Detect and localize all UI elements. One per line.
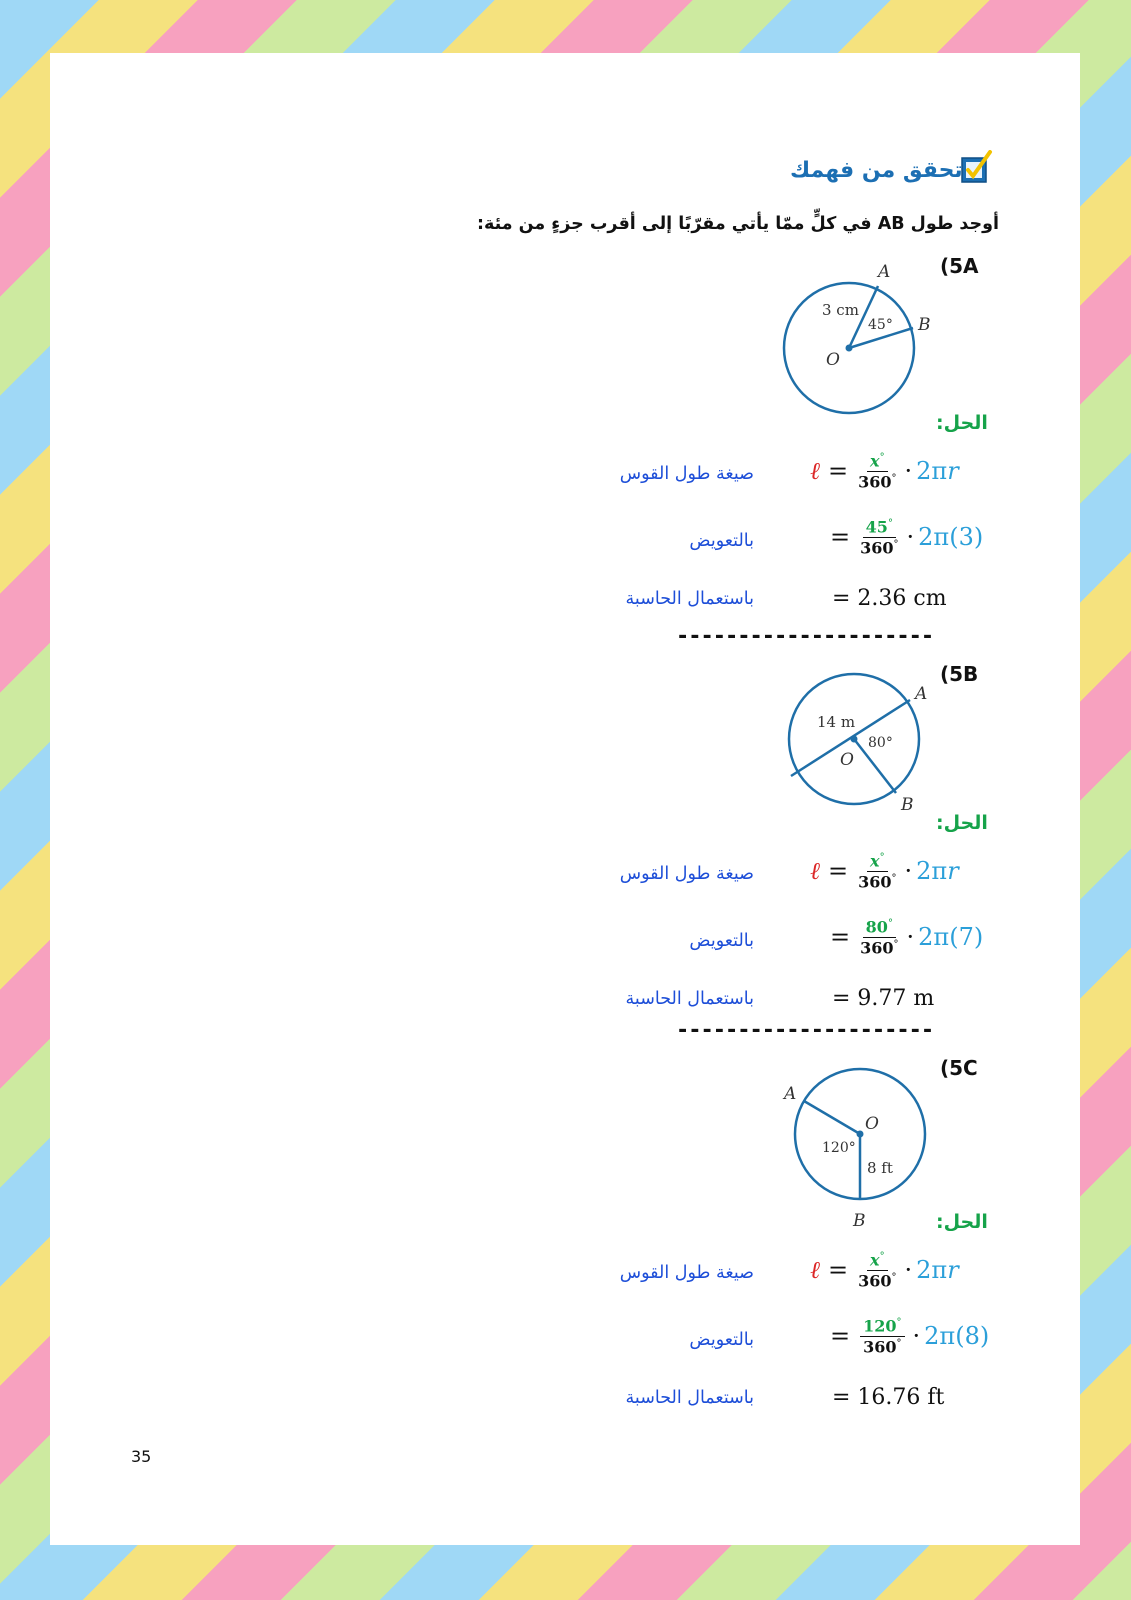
problem-label-5c: (5C: [940, 1056, 978, 1080]
radius-label-5c: 8 ft: [867, 1159, 893, 1177]
fraction-denominator: 360: [863, 1337, 897, 1357]
equals-sign: =: [830, 1322, 851, 1351]
fraction-numerator: 80: [865, 917, 888, 937]
equals-sign: =: [828, 1256, 849, 1285]
page-number: 35: [131, 1447, 152, 1466]
formula-tail: 2π: [916, 857, 948, 886]
result-5c: = 16.76 ft: [832, 1385, 945, 1410]
fraction-denominator: 360: [860, 538, 894, 558]
circle-diagram-5a: [770, 250, 960, 430]
desc-formula-5c: صيغة طول القوس: [619, 1263, 754, 1283]
fraction: $\frac{x^\circ}{360^\circ}$: [858, 851, 897, 892]
divider-2: ---------------------: [676, 1018, 934, 1043]
circle-diagram-5b: [770, 655, 960, 820]
equals-sign: =: [830, 523, 851, 552]
formula-tail: 2π: [916, 457, 948, 486]
center-dot-5a: [846, 345, 853, 352]
result-5a: = 2.36 cm: [832, 586, 947, 611]
radius-var: r: [947, 1256, 959, 1285]
fraction-numerator: x: [870, 851, 880, 871]
point-a-5c: A: [784, 1084, 797, 1104]
equals-sign: =: [828, 857, 849, 886]
result-5b: = 9.77 m: [832, 986, 935, 1011]
radius-var: r: [947, 457, 959, 486]
equals-sign: =: [828, 457, 849, 486]
formula-row-5c: ℓ = $\frac{x^\circ}{360^\circ}$ · 2πr: [810, 1250, 959, 1291]
section-title: تحقق من فهمك: [790, 158, 963, 183]
desc-formula-5b: صيغة طول القوس: [619, 864, 754, 884]
point-o-5b: O: [840, 750, 854, 770]
fraction: $\frac{x^\circ}{360^\circ}$: [858, 451, 897, 492]
fraction-numerator: x: [870, 451, 880, 471]
checkbox-icon: [960, 150, 994, 186]
desc-substitute-5b: بالتعويض: [689, 931, 754, 951]
radius-oa-5c: [804, 1101, 860, 1134]
fraction-denominator: 360: [860, 938, 894, 958]
desc-calculator-5b: باستعمال الحاسبة: [625, 989, 754, 1009]
problem-label-5b: (5B: [940, 662, 979, 686]
fraction: $\frac{x^\circ}{360^\circ}$: [858, 1250, 897, 1291]
point-o-5a: O: [826, 350, 840, 370]
solution-label-5b: الحل:: [936, 812, 988, 834]
desc-substitute-5a: بالتعويض: [689, 531, 754, 551]
substitution-tail: 2π(3): [918, 523, 984, 552]
formula-row-5a: ℓ = $\frac{x^\circ}{360^\circ}$ · 2πr: [810, 451, 959, 492]
fraction-denominator: 360: [858, 872, 892, 892]
desc-calculator-5a: باستعمال الحاسبة: [625, 589, 754, 609]
desc-formula-5a: صيغة طول القوس: [619, 464, 754, 484]
point-a-5b: A: [915, 684, 928, 704]
fraction-numerator: x: [870, 1250, 880, 1270]
angle-label-5a: 45°: [868, 317, 893, 333]
formula-row-5b: ℓ = $\frac{x^\circ}{360^\circ}$ · 2πr: [810, 851, 959, 892]
equals-sign: =: [830, 923, 851, 952]
center-dot-5b: [851, 736, 858, 743]
radius-label-5a: 3 cm: [822, 301, 859, 319]
solution-label-5a: الحل:: [936, 412, 988, 434]
angle-label-5b: 80°: [868, 735, 893, 751]
angle-label-5c: 120°: [822, 1140, 856, 1156]
fraction-denominator: 360: [858, 1271, 892, 1291]
substitution-tail: 2π(8): [924, 1322, 990, 1351]
arc-length-symbol: ℓ: [810, 1255, 820, 1284]
fraction: $\frac{80^\circ}{360^\circ}$: [860, 917, 899, 958]
radius-label-5b: 14 m: [817, 713, 856, 731]
problem-label-5a: (5A: [940, 254, 979, 278]
instruction-text: أوجد طول AB في كلٍّ ممّا يأتي مقرّبًا إلى أقرب جزءٍ من مئة:: [476, 214, 999, 234]
arc-length-symbol: ℓ: [810, 856, 820, 885]
radius-var: r: [947, 857, 959, 886]
substitution-row-5c: = $\frac{120^\circ}{360^\circ}$ · 2π(8): [830, 1316, 990, 1357]
arc-length-symbol: ℓ: [810, 456, 820, 485]
circle-diagram-5c: [770, 1052, 960, 1237]
fraction: $\frac{45^\circ}{360^\circ}$: [860, 517, 899, 558]
solution-label-5c: الحل:: [936, 1211, 988, 1233]
point-o-5c: O: [865, 1114, 879, 1134]
fraction-numerator: 120: [863, 1316, 897, 1336]
fraction: $\frac{120^\circ}{360^\circ}$: [860, 1317, 904, 1356]
point-b-5c: B: [853, 1211, 866, 1231]
substitution-row-5a: = $\frac{45^\circ}{360^\circ}$ · 2π(3): [830, 517, 984, 558]
fraction-numerator: 45: [865, 517, 888, 537]
desc-calculator-5c: باستعمال الحاسبة: [625, 1388, 754, 1408]
substitution-tail: 2π(7): [918, 923, 984, 952]
point-a-5a: A: [878, 262, 891, 282]
point-b-5b: B: [901, 795, 914, 815]
point-b-5a: B: [918, 315, 931, 335]
fraction-denominator: 360: [858, 472, 892, 492]
center-dot-5c: [857, 1131, 864, 1138]
desc-substitute-5c: بالتعويض: [689, 1330, 754, 1350]
formula-tail: 2π: [916, 1256, 948, 1285]
substitution-row-5b: = $\frac{80^\circ}{360^\circ}$ · 2π(7): [830, 917, 984, 958]
divider-1: ---------------------: [676, 624, 934, 649]
